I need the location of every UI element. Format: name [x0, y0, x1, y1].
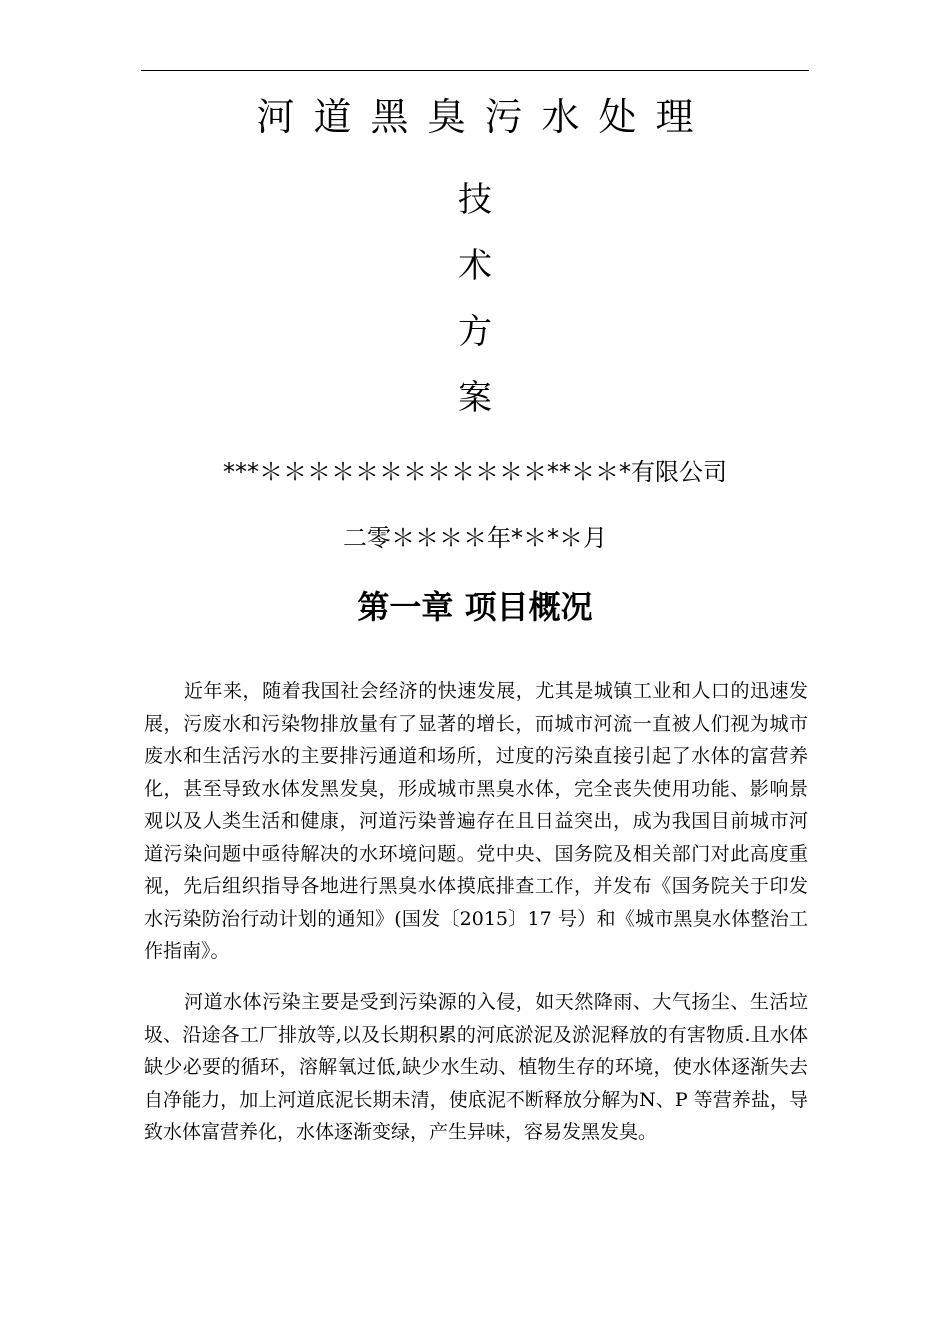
top-rule: [141, 70, 809, 71]
subtitle-char-1: 技: [458, 180, 492, 220]
subtitle-char-4: 案: [458, 378, 492, 418]
chapter-heading: 第一章 项目概况: [357, 588, 593, 626]
company-name: ***＊＊＊＊＊＊＊＊＊＊＊＊**＊＊*有限公司: [223, 458, 727, 486]
document-date: 二零＊＊＊＊年*＊*＊月: [343, 524, 607, 552]
subtitle-char-3: 方: [458, 312, 492, 352]
paragraph-1: 近年来，随着我国社会经济的快速发展，尤其是城镇工业和人口的迅速发展，污废水和污染物排放量有了显著的增长，而城市河流一直被人们视为城市废水和生活污水的主要排污通道和场所，过度的污染直接引起了水体的富营养化，甚至导致水体发黑发臭，形成城市黑臭水体，完全丧失使用功能、影响景观以及人类生活和健康，河道污染普遍存在且日益突出，成为我国目前城市河道污染问题中亟待解决的水环境问题。党中央、国务院及相关部门对此高度重视，先后组织指导各地进行黑臭水体摸底排查工作，并发布《国务院关于印发水污染防治行动计划的通知》(国发〔2015〕17 号）和《城市黑臭水体整治工作指南》。: [144, 680, 808, 962]
subtitle-char-2: 术: [458, 246, 492, 286]
document-title: 河道黑臭污水处理: [256, 95, 713, 139]
paragraph-2: 河道水体污染主要是受到污染源的入侵，如天然降雨、大气扬尘、生活垃圾、沿途各工厂排放等,以及长期积累的河底淤泥及淤泥释放的有害物质.且水体缺少必要的循环，溶解氧过低,缺少水生动、植物生存的环境，使水体逐渐失去自净能力，加上河道底泥长期未清，使底泥不断释放分解为N、P 等营养盐，导致水体富营养化，水体逐渐变绿，产生异味，容易发黑发臭。: [144, 991, 808, 1143]
